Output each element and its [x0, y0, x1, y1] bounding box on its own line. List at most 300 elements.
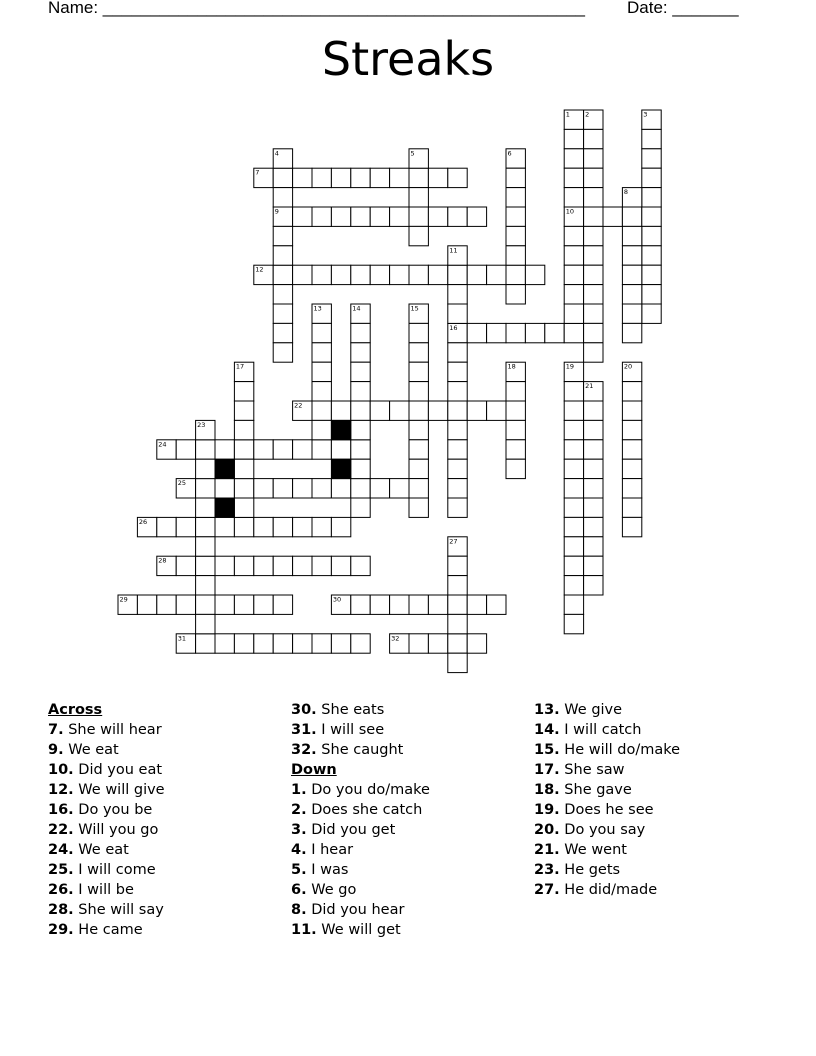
grid-cell[interactable] — [584, 479, 603, 498]
grid-cell[interactable] — [370, 479, 389, 498]
grid-cell[interactable] — [428, 265, 447, 284]
grid-cell[interactable] — [273, 304, 292, 323]
clue-number-label: 23 — [197, 420, 206, 429]
grid-cell[interactable] — [467, 323, 486, 342]
grid-cell[interactable] — [215, 595, 234, 614]
grid-cell[interactable] — [390, 401, 409, 420]
grid-cell[interactable] — [390, 595, 409, 614]
grid-cell[interactable] — [331, 207, 350, 226]
grid-cell[interactable] — [254, 517, 273, 536]
grid-cell[interactable] — [622, 440, 641, 459]
grid-cell[interactable] — [564, 517, 583, 536]
grid-cell[interactable] — [351, 323, 370, 342]
grid-cell[interactable] — [254, 556, 273, 575]
grid-cell[interactable] — [584, 576, 603, 595]
grid-cell[interactable] — [254, 634, 273, 653]
grid-cell[interactable] — [622, 517, 641, 536]
grid-cell[interactable] — [293, 556, 312, 575]
grid-cell[interactable] — [409, 634, 428, 653]
grid-cell[interactable] — [448, 556, 467, 575]
grid-cell[interactable] — [584, 129, 603, 148]
grid-cell[interactable] — [642, 246, 661, 265]
grid-cell[interactable] — [409, 595, 428, 614]
puzzle-title: Streaks — [321, 32, 495, 86]
grid-cell[interactable] — [176, 595, 195, 614]
grid-cell[interactable] — [273, 285, 292, 304]
grid-cell[interactable] — [293, 517, 312, 536]
grid-cell[interactable] — [564, 323, 583, 342]
grid-cell[interactable] — [506, 401, 525, 420]
clue-text: We went — [559, 842, 627, 858]
grid-cell[interactable] — [506, 188, 525, 207]
grid-cell[interactable] — [448, 459, 467, 478]
grid-cell[interactable] — [273, 188, 292, 207]
grid-cell[interactable] — [409, 265, 428, 284]
grid-cell[interactable] — [506, 246, 525, 265]
grid-cell[interactable] — [642, 129, 661, 148]
grid-cell[interactable] — [506, 440, 525, 459]
grid-cell[interactable] — [196, 537, 215, 556]
grid-cell[interactable] — [312, 323, 331, 342]
grid-cell[interactable] — [312, 440, 331, 459]
grid-cell[interactable] — [331, 556, 350, 575]
grid-cell[interactable] — [370, 595, 389, 614]
grid-cell[interactable] — [506, 226, 525, 245]
grid-cell[interactable] — [273, 440, 292, 459]
grid-cell[interactable] — [642, 285, 661, 304]
grid-cell[interactable] — [351, 401, 370, 420]
grid-cell[interactable] — [584, 149, 603, 168]
clue-number: 30. — [291, 702, 317, 718]
clue-number: 20. — [534, 822, 560, 838]
grid-cell[interactable] — [390, 479, 409, 498]
grid-cell[interactable] — [642, 168, 661, 187]
grid-cell[interactable] — [409, 207, 428, 226]
clue-number: 32. — [291, 742, 317, 758]
grid-cell[interactable] — [351, 479, 370, 498]
grid-cell[interactable] — [312, 517, 331, 536]
grid-cell[interactable] — [351, 382, 370, 401]
clue-number-label: 10 — [565, 207, 574, 216]
grid-cell[interactable] — [215, 479, 234, 498]
grid-cell[interactable] — [448, 440, 467, 459]
grid-cell[interactable] — [642, 188, 661, 207]
grid-cell[interactable] — [409, 168, 428, 187]
grid-cell[interactable] — [584, 188, 603, 207]
grid-cell[interactable] — [584, 226, 603, 245]
grid-cell[interactable] — [448, 653, 467, 672]
clue-number-label: 19 — [565, 362, 574, 371]
grid-cell[interactable] — [370, 207, 389, 226]
grid-cell[interactable] — [564, 246, 583, 265]
across-clue — [48, 900, 288, 920]
clue-number: 18. — [534, 782, 560, 798]
grid-cell[interactable] — [564, 537, 583, 556]
grid-cell[interactable] — [506, 285, 525, 304]
grid-cell[interactable] — [312, 265, 331, 284]
grid-cell[interactable] — [409, 440, 428, 459]
clue-number-label: 22 — [294, 401, 303, 410]
grid-cell[interactable] — [564, 285, 583, 304]
grid-cell[interactable] — [564, 304, 583, 323]
grid-cell[interactable] — [234, 517, 253, 536]
grid-cell[interactable] — [351, 420, 370, 439]
grid-cell[interactable] — [234, 595, 253, 614]
grid-cell[interactable] — [525, 265, 544, 284]
grid-cell[interactable] — [467, 265, 486, 284]
clue-text: I will be — [73, 882, 134, 898]
grid-cell[interactable] — [448, 634, 467, 653]
grid-cell[interactable] — [273, 517, 292, 536]
grid-cell[interactable] — [564, 226, 583, 245]
grid-cell[interactable] — [351, 265, 370, 284]
grid-cell[interactable] — [273, 634, 292, 653]
grid-cell[interactable] — [312, 382, 331, 401]
grid-cell[interactable] — [196, 634, 215, 653]
clue-number-label: 30 — [332, 595, 342, 604]
grid-cell[interactable] — [564, 479, 583, 498]
grid-cell[interactable] — [351, 595, 370, 614]
grid-cell[interactable] — [351, 207, 370, 226]
grid-cell[interactable] — [196, 459, 215, 478]
grid-cell[interactable] — [622, 304, 641, 323]
grid-cell[interactable] — [622, 401, 641, 420]
clue-number: 1. — [291, 782, 307, 798]
down-clue — [534, 800, 774, 820]
grid-cell[interactable] — [428, 634, 447, 653]
clue-number-label: 15 — [410, 304, 419, 313]
grid-cell[interactable] — [622, 207, 641, 226]
grid-cell[interactable] — [564, 149, 583, 168]
grid-cell[interactable] — [564, 129, 583, 148]
clue-text: He did/made — [559, 882, 658, 898]
down-clue — [291, 800, 531, 820]
grid-cell[interactable] — [642, 149, 661, 168]
grid-cell[interactable] — [448, 207, 467, 226]
grid-cell[interactable] — [254, 440, 273, 459]
grid-cell[interactable] — [293, 207, 312, 226]
grid-cell[interactable] — [196, 576, 215, 595]
grid-cell[interactable] — [293, 440, 312, 459]
grid-cell[interactable] — [564, 382, 583, 401]
grid-cell[interactable] — [312, 479, 331, 498]
grid-cell[interactable] — [506, 382, 525, 401]
grid-cell[interactable] — [642, 265, 661, 284]
grid-cell[interactable] — [428, 168, 447, 187]
grid-cell[interactable] — [254, 479, 273, 498]
grid-cell[interactable] — [448, 168, 467, 187]
down-clue — [534, 760, 774, 780]
grid-cell[interactable] — [409, 323, 428, 342]
grid-cell[interactable] — [273, 168, 292, 187]
grid-cell[interactable] — [467, 401, 486, 420]
grid-cell[interactable] — [564, 401, 583, 420]
grid-block — [331, 459, 350, 478]
grid-cell[interactable] — [409, 226, 428, 245]
grid-cell[interactable] — [351, 343, 370, 362]
grid-cell[interactable] — [273, 265, 292, 284]
grid-cell[interactable] — [584, 246, 603, 265]
grid-cell[interactable] — [273, 226, 292, 245]
grid-cell[interactable] — [409, 479, 428, 498]
grid-cell[interactable] — [293, 634, 312, 653]
grid-cell[interactable] — [467, 207, 486, 226]
grid-cell[interactable] — [448, 265, 467, 284]
grid-cell[interactable] — [564, 556, 583, 575]
grid-cell[interactable] — [448, 382, 467, 401]
grid-cell[interactable] — [196, 517, 215, 536]
grid-cell[interactable] — [312, 634, 331, 653]
grid-cell[interactable] — [584, 537, 603, 556]
grid-cell[interactable] — [312, 207, 331, 226]
clue-text: Will you go — [73, 822, 159, 838]
clue-number-label: 3 — [643, 110, 648, 119]
grid-cell[interactable] — [215, 634, 234, 653]
grid-cell[interactable] — [176, 517, 195, 536]
grid-cell[interactable] — [622, 479, 641, 498]
clue-number-label: 14 — [352, 304, 361, 313]
grid-cell[interactable] — [584, 556, 603, 575]
grid-cell[interactable] — [176, 556, 195, 575]
clue-number: 4. — [291, 842, 307, 858]
grid-cell[interactable] — [448, 420, 467, 439]
grid-cell[interactable] — [409, 343, 428, 362]
grid-cell[interactable] — [196, 498, 215, 517]
grid-cell[interactable] — [409, 401, 428, 420]
grid-cell[interactable] — [215, 556, 234, 575]
clue-number-label: 28 — [158, 556, 167, 565]
grid-cell[interactable] — [448, 498, 467, 517]
grid-cell[interactable] — [312, 401, 331, 420]
grid-cell[interactable] — [525, 323, 544, 342]
grid-cell[interactable] — [331, 517, 350, 536]
down-clue — [291, 840, 531, 860]
grid-cell[interactable] — [196, 595, 215, 614]
grid-cell[interactable] — [351, 498, 370, 517]
grid-cell[interactable] — [622, 498, 641, 517]
grid-cell[interactable] — [584, 498, 603, 517]
clue-text: She saw — [559, 762, 625, 778]
grid-cell[interactable] — [564, 614, 583, 633]
grid-cell[interactable] — [622, 285, 641, 304]
grid-cell[interactable] — [409, 459, 428, 478]
clue-number: 29. — [48, 922, 74, 938]
grid-cell[interactable] — [584, 323, 603, 342]
grid-cell[interactable] — [622, 323, 641, 342]
grid-cell[interactable] — [157, 595, 176, 614]
grid-cell[interactable] — [312, 343, 331, 362]
grid-cell[interactable] — [642, 304, 661, 323]
grid-cell[interactable] — [351, 440, 370, 459]
grid-cell[interactable] — [215, 440, 234, 459]
grid-cell[interactable] — [545, 323, 564, 342]
down-clue — [534, 780, 774, 800]
grid-cell[interactable] — [487, 401, 506, 420]
grid-cell[interactable] — [428, 595, 447, 614]
grid-cell[interactable] — [351, 634, 370, 653]
grid-cell[interactable] — [428, 207, 447, 226]
down-clue — [534, 700, 774, 720]
grid-cell[interactable] — [506, 459, 525, 478]
grid-cell[interactable] — [157, 517, 176, 536]
across-clue — [291, 740, 531, 760]
grid-cell[interactable] — [584, 420, 603, 439]
grid-cell[interactable] — [370, 265, 389, 284]
grid-cell[interactable] — [351, 556, 370, 575]
clue-text: She eats — [316, 702, 385, 718]
grid-cell[interactable] — [196, 614, 215, 633]
grid-cell[interactable] — [622, 265, 641, 284]
grid-cell[interactable] — [196, 440, 215, 459]
grid-cell[interactable] — [234, 556, 253, 575]
grid-cell[interactable] — [642, 207, 661, 226]
grid-cell[interactable] — [409, 362, 428, 381]
grid-cell[interactable] — [234, 479, 253, 498]
grid-cell[interactable] — [409, 188, 428, 207]
grid-cell[interactable] — [448, 343, 467, 362]
grid-cell[interactable] — [234, 634, 253, 653]
grid-cell[interactable] — [564, 440, 583, 459]
grid-cell[interactable] — [622, 382, 641, 401]
grid-cell[interactable] — [584, 207, 603, 226]
grid-cell[interactable] — [564, 265, 583, 284]
grid-cell[interactable] — [448, 479, 467, 498]
grid-cell[interactable] — [409, 498, 428, 517]
grid-cell[interactable] — [448, 362, 467, 381]
grid-cell[interactable] — [234, 420, 253, 439]
grid-cell[interactable] — [273, 246, 292, 265]
grid-cell[interactable] — [584, 343, 603, 362]
down-clue — [291, 920, 531, 940]
grid-cell[interactable] — [234, 440, 253, 459]
grid-cell[interactable] — [564, 188, 583, 207]
grid-cell[interactable] — [584, 459, 603, 478]
down-heading: Down — [291, 762, 337, 778]
clue-number-label: 25 — [177, 479, 186, 488]
grid-cell[interactable] — [196, 556, 215, 575]
grid-cell[interactable] — [564, 420, 583, 439]
clue-number: 28. — [48, 902, 74, 918]
clue-number-label: 13 — [313, 304, 322, 313]
across-clue — [48, 800, 288, 820]
clue-number-label: 18 — [507, 362, 516, 371]
grid-cell[interactable] — [564, 498, 583, 517]
grid-cell[interactable] — [564, 576, 583, 595]
grid-cell[interactable] — [273, 343, 292, 362]
grid-cell[interactable] — [584, 265, 603, 284]
grid-cell[interactable] — [506, 168, 525, 187]
grid-cell[interactable] — [370, 168, 389, 187]
grid-cell[interactable] — [351, 168, 370, 187]
grid-cell[interactable] — [331, 401, 350, 420]
grid-cell[interactable] — [584, 304, 603, 323]
grid-cell[interactable] — [137, 595, 156, 614]
grid-cell[interactable] — [409, 382, 428, 401]
grid-cell[interactable] — [506, 420, 525, 439]
grid-cell[interactable] — [584, 401, 603, 420]
grid-cell[interactable] — [448, 304, 467, 323]
grid-cell[interactable] — [293, 265, 312, 284]
grid-cell[interactable] — [331, 265, 350, 284]
grid-cell[interactable] — [642, 226, 661, 245]
clue-text: I will come — [73, 862, 156, 878]
grid-cell[interactable] — [448, 595, 467, 614]
grid-cell[interactable] — [487, 595, 506, 614]
grid-cell[interactable] — [428, 401, 447, 420]
grid-cell[interactable] — [176, 440, 195, 459]
grid-cell[interactable] — [622, 246, 641, 265]
grid-cell[interactable] — [234, 382, 253, 401]
clue-number: 16. — [48, 802, 74, 818]
grid-cell[interactable] — [234, 401, 253, 420]
grid-cell[interactable] — [584, 440, 603, 459]
grid-cell[interactable] — [234, 498, 253, 517]
grid-cell[interactable] — [584, 168, 603, 187]
clue-number: 24. — [48, 842, 74, 858]
grid-cell[interactable] — [409, 420, 428, 439]
grid-cell[interactable] — [293, 479, 312, 498]
grid-cell[interactable] — [312, 420, 331, 439]
grid-cell[interactable] — [312, 168, 331, 187]
grid-cell[interactable] — [331, 479, 350, 498]
grid-cell[interactable] — [564, 459, 583, 478]
grid-cell[interactable] — [603, 207, 622, 226]
grid-cell[interactable] — [487, 323, 506, 342]
grid-cell[interactable] — [448, 401, 467, 420]
grid-cell[interactable] — [273, 556, 292, 575]
grid-cell[interactable] — [584, 285, 603, 304]
grid-cell[interactable] — [351, 459, 370, 478]
grid-cell[interactable] — [467, 595, 486, 614]
grid-cell[interactable] — [234, 459, 253, 478]
grid-cell[interactable] — [351, 362, 370, 381]
grid-cell[interactable] — [293, 168, 312, 187]
grid-cell[interactable] — [312, 556, 331, 575]
grid-cell[interactable] — [506, 323, 525, 342]
grid-cell[interactable] — [564, 168, 583, 187]
grid-cell[interactable] — [622, 420, 641, 439]
grid-cell[interactable] — [448, 285, 467, 304]
grid-cell[interactable] — [331, 440, 350, 459]
grid-cell[interactable] — [390, 168, 409, 187]
grid-cell[interactable] — [196, 479, 215, 498]
grid-cell[interactable] — [564, 595, 583, 614]
grid-cell[interactable] — [448, 614, 467, 633]
grid-cell[interactable] — [390, 207, 409, 226]
grid-cell[interactable] — [487, 265, 506, 284]
grid-cell[interactable] — [622, 226, 641, 245]
grid-cell[interactable] — [467, 634, 486, 653]
across-clue — [291, 720, 531, 740]
grid-cell[interactable] — [331, 168, 350, 187]
down-clue — [291, 820, 531, 840]
grid-cell[interactable] — [312, 362, 331, 381]
grid-cell[interactable] — [448, 576, 467, 595]
grid-cell[interactable] — [506, 265, 525, 284]
down-clue — [291, 900, 531, 920]
grid-cell[interactable] — [331, 634, 350, 653]
grid-cell[interactable] — [370, 401, 389, 420]
grid-cell[interactable] — [506, 207, 525, 226]
grid-cell[interactable] — [390, 265, 409, 284]
grid-cell[interactable] — [273, 323, 292, 342]
grid-cell[interactable] — [273, 479, 292, 498]
grid-cell[interactable] — [622, 459, 641, 478]
grid-cell[interactable] — [584, 517, 603, 536]
grid-cell[interactable] — [254, 595, 273, 614]
grid-cell[interactable] — [273, 595, 292, 614]
grid-cell[interactable] — [215, 517, 234, 536]
